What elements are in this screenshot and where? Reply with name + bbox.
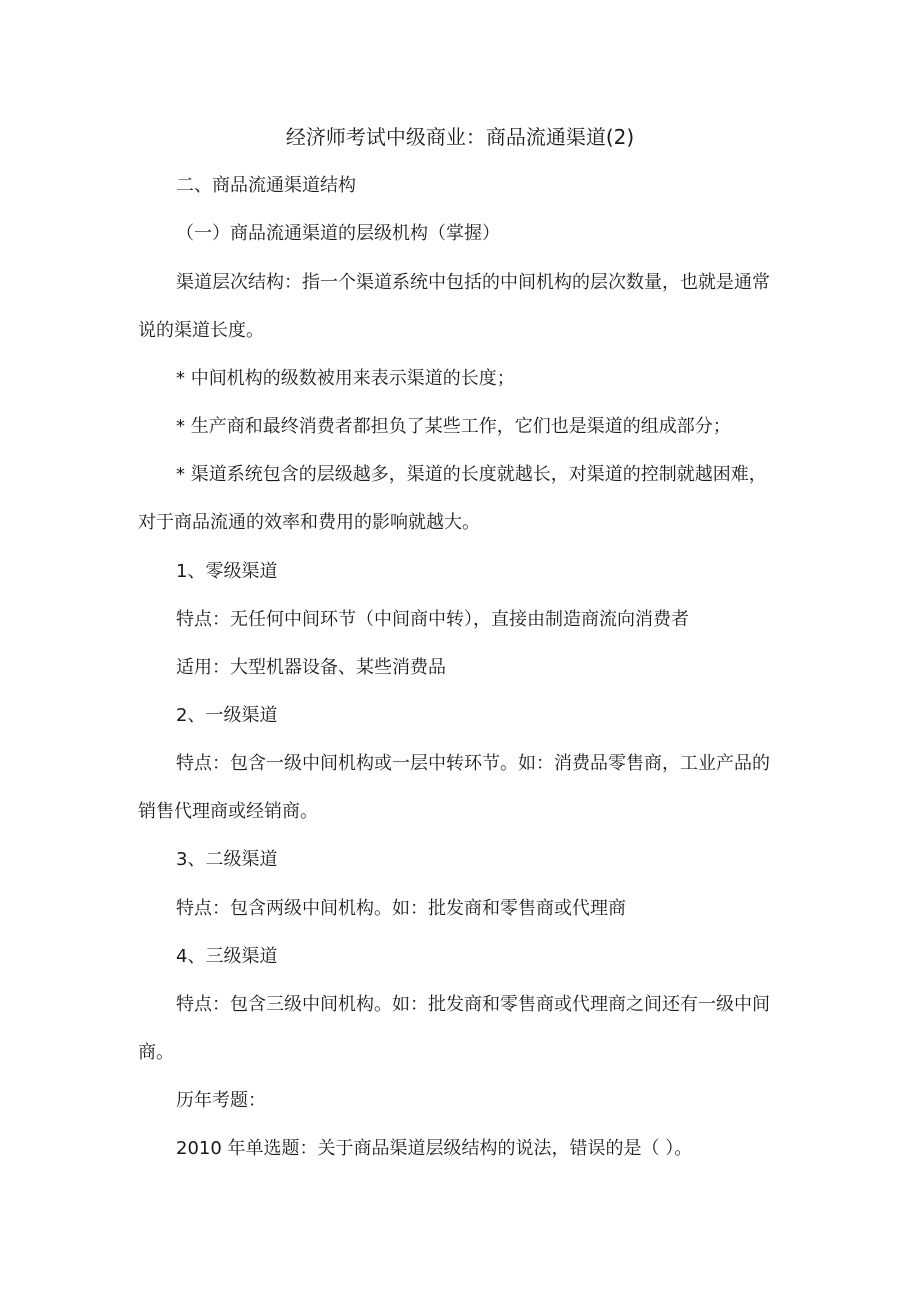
- item-feature-continued: 商。: [138, 1042, 174, 1063]
- item-feature: 特点：包含三级中间机构。如：批发商和零售商或代理商之间还有一级中间: [176, 994, 770, 1015]
- page-title: 经济师考试中级商业：商品流通渠道(2): [285, 125, 635, 149]
- item-feature: 特点：包含一级中间机构或一层中转环节。如：消费品零售商，工业产品的: [176, 753, 770, 774]
- item-feature: 特点：无任何中间环节（中间商中转），直接由制造商流向消费者: [176, 609, 689, 630]
- bullet-item: * 生产商和最终消费者都担负了某些工作，它们也是渠道的组成部分；: [176, 416, 731, 437]
- exam-heading: 历年考题：: [176, 1090, 266, 1111]
- exam-question: 2010 年单选题：关于商品渠道层级结构的说法，错误的是（ ）。: [176, 1138, 693, 1159]
- item-heading: 1、零级渠道: [176, 561, 278, 582]
- item-heading: 4、三级渠道: [176, 946, 278, 967]
- definition-paragraph: 渠道层次结构：指一个渠道系统中包括的中间机构的层次数量，也就是通常: [176, 272, 770, 293]
- item-heading: 2、一级渠道: [176, 705, 278, 726]
- item-feature: 特点：包含两级中间机构。如：批发商和零售商或代理商: [176, 898, 626, 919]
- item-heading: 3、二级渠道: [176, 849, 278, 870]
- section-heading: 二、商品流通渠道结构: [176, 175, 356, 196]
- subsection-heading: （一）商品流通渠道的层级机构（掌握）: [176, 223, 500, 244]
- bullet-item-continued: 对于商品流通的效率和费用的影响就越大。: [138, 512, 480, 533]
- definition-paragraph-continued: 说的渠道长度。: [138, 320, 264, 341]
- item-usage: 适用：大型机器设备、某些消费品: [176, 657, 446, 678]
- bullet-item: * 渠道系统包含的层级越多，渠道的长度就越长，对渠道的控制就越困难，: [176, 464, 767, 485]
- item-feature-continued: 销售代理商或经销商。: [138, 801, 318, 822]
- bullet-item: * 中间机构的级数被用来表示渠道的长度；: [176, 368, 515, 389]
